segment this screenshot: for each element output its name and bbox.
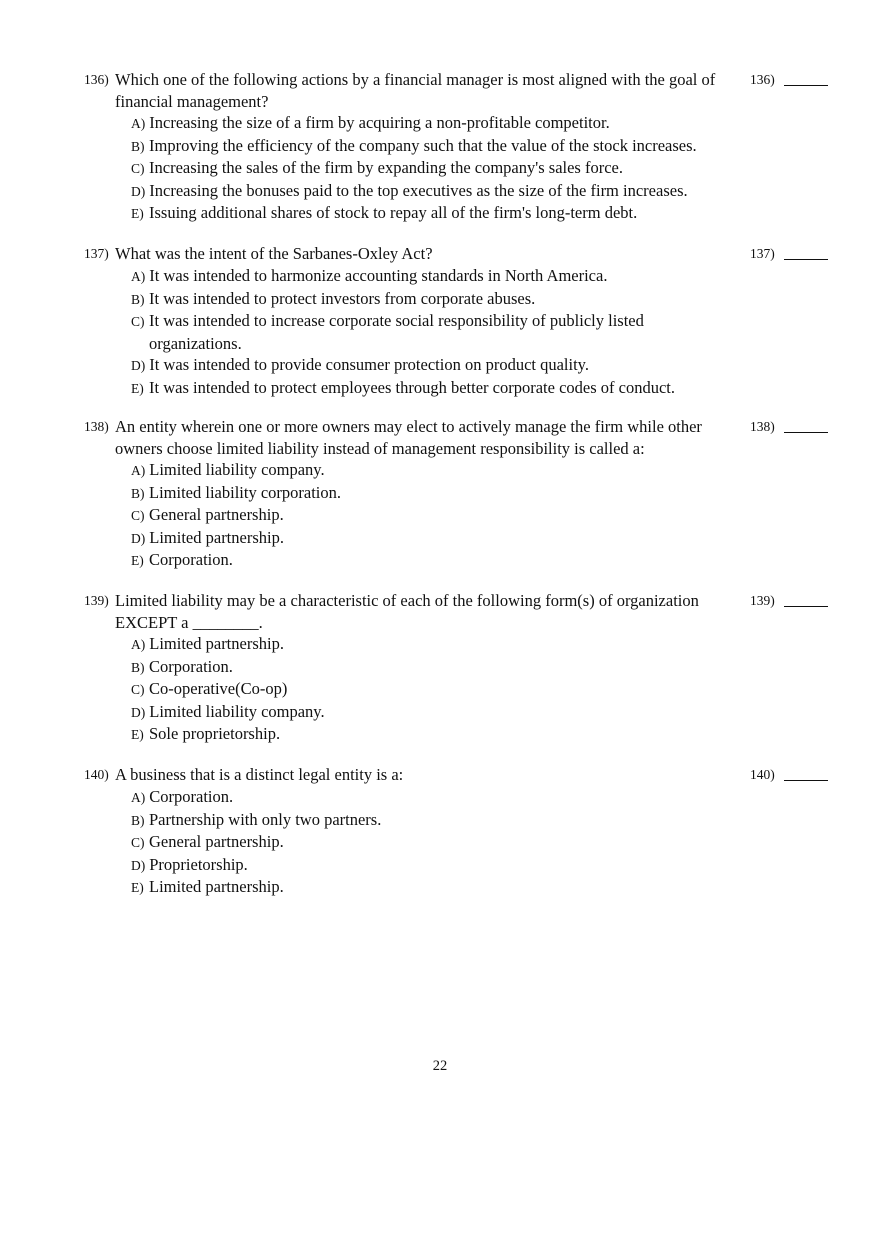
question-number: 140) xyxy=(84,767,109,782)
choice-e xyxy=(131,202,731,225)
choice-letter: A) xyxy=(131,269,146,284)
question-stem: An entity wherein one or more owners may elect to actively manage the firm while other owners choose limited liability instead of management responsibility is called a: xyxy=(115,417,702,458)
choice-text: Limited liability company. xyxy=(149,460,325,479)
choice-letter: C) xyxy=(131,314,145,329)
answer-blank[interactable] xyxy=(784,606,828,607)
choice-letter: C) xyxy=(131,682,145,697)
question-stem: Limited liability may be a characteristic of each of the following form(s) of organization EXCEPT a ________. xyxy=(115,591,699,632)
choice-text: Improving the efficiency of the company such that the value of the stock increases. xyxy=(149,135,697,155)
choice-letter: D) xyxy=(131,358,146,373)
answer-label: 136) xyxy=(750,72,775,87)
choice-text: Co-operative(Co-op) xyxy=(149,679,288,698)
choice-letter: D) xyxy=(131,704,146,720)
choice-c xyxy=(131,678,731,701)
choice-a xyxy=(131,459,731,482)
choice-letter: D) xyxy=(131,857,146,873)
question-number: 137) xyxy=(84,246,109,261)
choice-a xyxy=(131,633,731,656)
question-number: 139) xyxy=(84,593,109,608)
choice-b xyxy=(131,656,731,679)
choice-letter: B) xyxy=(131,659,145,675)
choice-a xyxy=(131,112,731,135)
choice-text: General partnership. xyxy=(149,505,284,524)
choice-letter: B) xyxy=(131,812,145,828)
choice-text: Increasing the size of a firm by acquiring a non-profitable competitor. xyxy=(149,113,610,132)
choice-d xyxy=(131,354,731,377)
choice-text: Limited partnership. xyxy=(149,877,284,896)
choice-letter: C) xyxy=(131,161,145,176)
answer-blank[interactable] xyxy=(784,780,828,781)
choice-d xyxy=(131,527,731,550)
question-number: 138) xyxy=(84,419,109,434)
choice-letter: A) xyxy=(131,463,146,478)
answer-blank[interactable] xyxy=(784,432,828,433)
choice-text: It was intended to increase corporate social responsibility of publicly listed organizations. xyxy=(149,311,644,353)
choice-letter: E) xyxy=(131,727,144,742)
choice-c xyxy=(131,157,731,180)
choice-letter: D) xyxy=(131,183,146,199)
choice-text: Limited liability corporation. xyxy=(149,482,341,502)
choice-letter: A) xyxy=(131,637,146,652)
choice-letter: B) xyxy=(131,291,145,307)
choice-d xyxy=(131,180,731,203)
choice-c xyxy=(131,310,694,354)
choice-a xyxy=(131,786,731,809)
choice-b xyxy=(131,288,731,311)
answer-label: 139) xyxy=(750,593,775,608)
choice-c xyxy=(131,831,731,854)
choice-b xyxy=(131,482,731,505)
choice-text: Increasing the sales of the firm by expanding the company's sales force. xyxy=(149,158,623,177)
choice-e xyxy=(131,723,731,746)
choice-letter: E) xyxy=(131,553,144,568)
choice-e xyxy=(131,377,731,400)
choice-b xyxy=(131,135,731,158)
choice-d xyxy=(131,854,731,877)
choice-text: Corporation. xyxy=(149,550,233,569)
choice-list xyxy=(131,786,731,899)
choice-text: Increasing the bonuses paid to the top executives as the size of the firm increases. xyxy=(149,180,688,200)
choice-text: Issuing additional shares of stock to repay all of the firm's long-term debt. xyxy=(149,203,638,222)
answer-label: 138) xyxy=(750,419,775,434)
question-stem: A business that is a distinct legal entity is a: xyxy=(115,765,404,784)
question-number: 136) xyxy=(84,72,109,87)
choice-text: Sole proprietorship. xyxy=(149,724,281,743)
choice-letter: B) xyxy=(131,485,145,501)
choice-letter: C) xyxy=(131,835,145,850)
choice-letter: B) xyxy=(131,138,145,154)
choice-text: Partnership with only two partners. xyxy=(149,809,382,829)
choice-text: Corporation. xyxy=(149,787,234,806)
choice-list xyxy=(131,459,731,572)
choice-letter: D) xyxy=(131,530,146,546)
question-stem: What was the intent of the Sarbanes-Oxley Act? xyxy=(115,244,433,263)
choice-e xyxy=(131,549,731,572)
choice-list xyxy=(131,112,731,225)
choice-text: General partnership. xyxy=(149,832,284,851)
choice-d xyxy=(131,701,731,724)
answer-label: 137) xyxy=(750,246,775,261)
choice-text: It was intended to harmonize accounting standards in North America. xyxy=(149,266,608,285)
choice-text: It was intended to protect investors from corporate abuses. xyxy=(149,288,536,308)
choice-letter: C) xyxy=(131,508,145,523)
answer-blank[interactable] xyxy=(784,85,828,86)
choice-c xyxy=(131,504,731,527)
choice-list xyxy=(131,633,731,746)
choice-text: Limited partnership. xyxy=(149,634,284,653)
choice-b xyxy=(131,809,731,832)
choice-a xyxy=(131,265,731,288)
choice-letter: E) xyxy=(131,880,144,895)
answer-label: 140) xyxy=(750,767,775,782)
choice-text: Proprietorship. xyxy=(149,854,248,874)
choice-text: Limited liability company. xyxy=(149,701,325,721)
choice-letter: E) xyxy=(131,380,144,396)
choice-list xyxy=(131,265,731,399)
choice-text: It was intended to provide consumer protection on product quality. xyxy=(149,355,589,374)
answer-blank[interactable] xyxy=(784,259,828,260)
choice-letter: A) xyxy=(131,790,146,805)
choice-text: Limited partnership. xyxy=(149,527,284,547)
page-number: 22 xyxy=(432,1058,448,1074)
choice-text: Corporation. xyxy=(149,656,233,676)
choice-text: It was intended to protect employees through better corporate codes of conduct. xyxy=(149,377,675,397)
choice-e xyxy=(131,876,731,899)
choice-letter: E) xyxy=(131,206,144,221)
choice-letter: A) xyxy=(131,116,146,131)
question-stem: Which one of the following actions by a financial manager is most aligned with the goal of financial management? xyxy=(115,70,716,111)
